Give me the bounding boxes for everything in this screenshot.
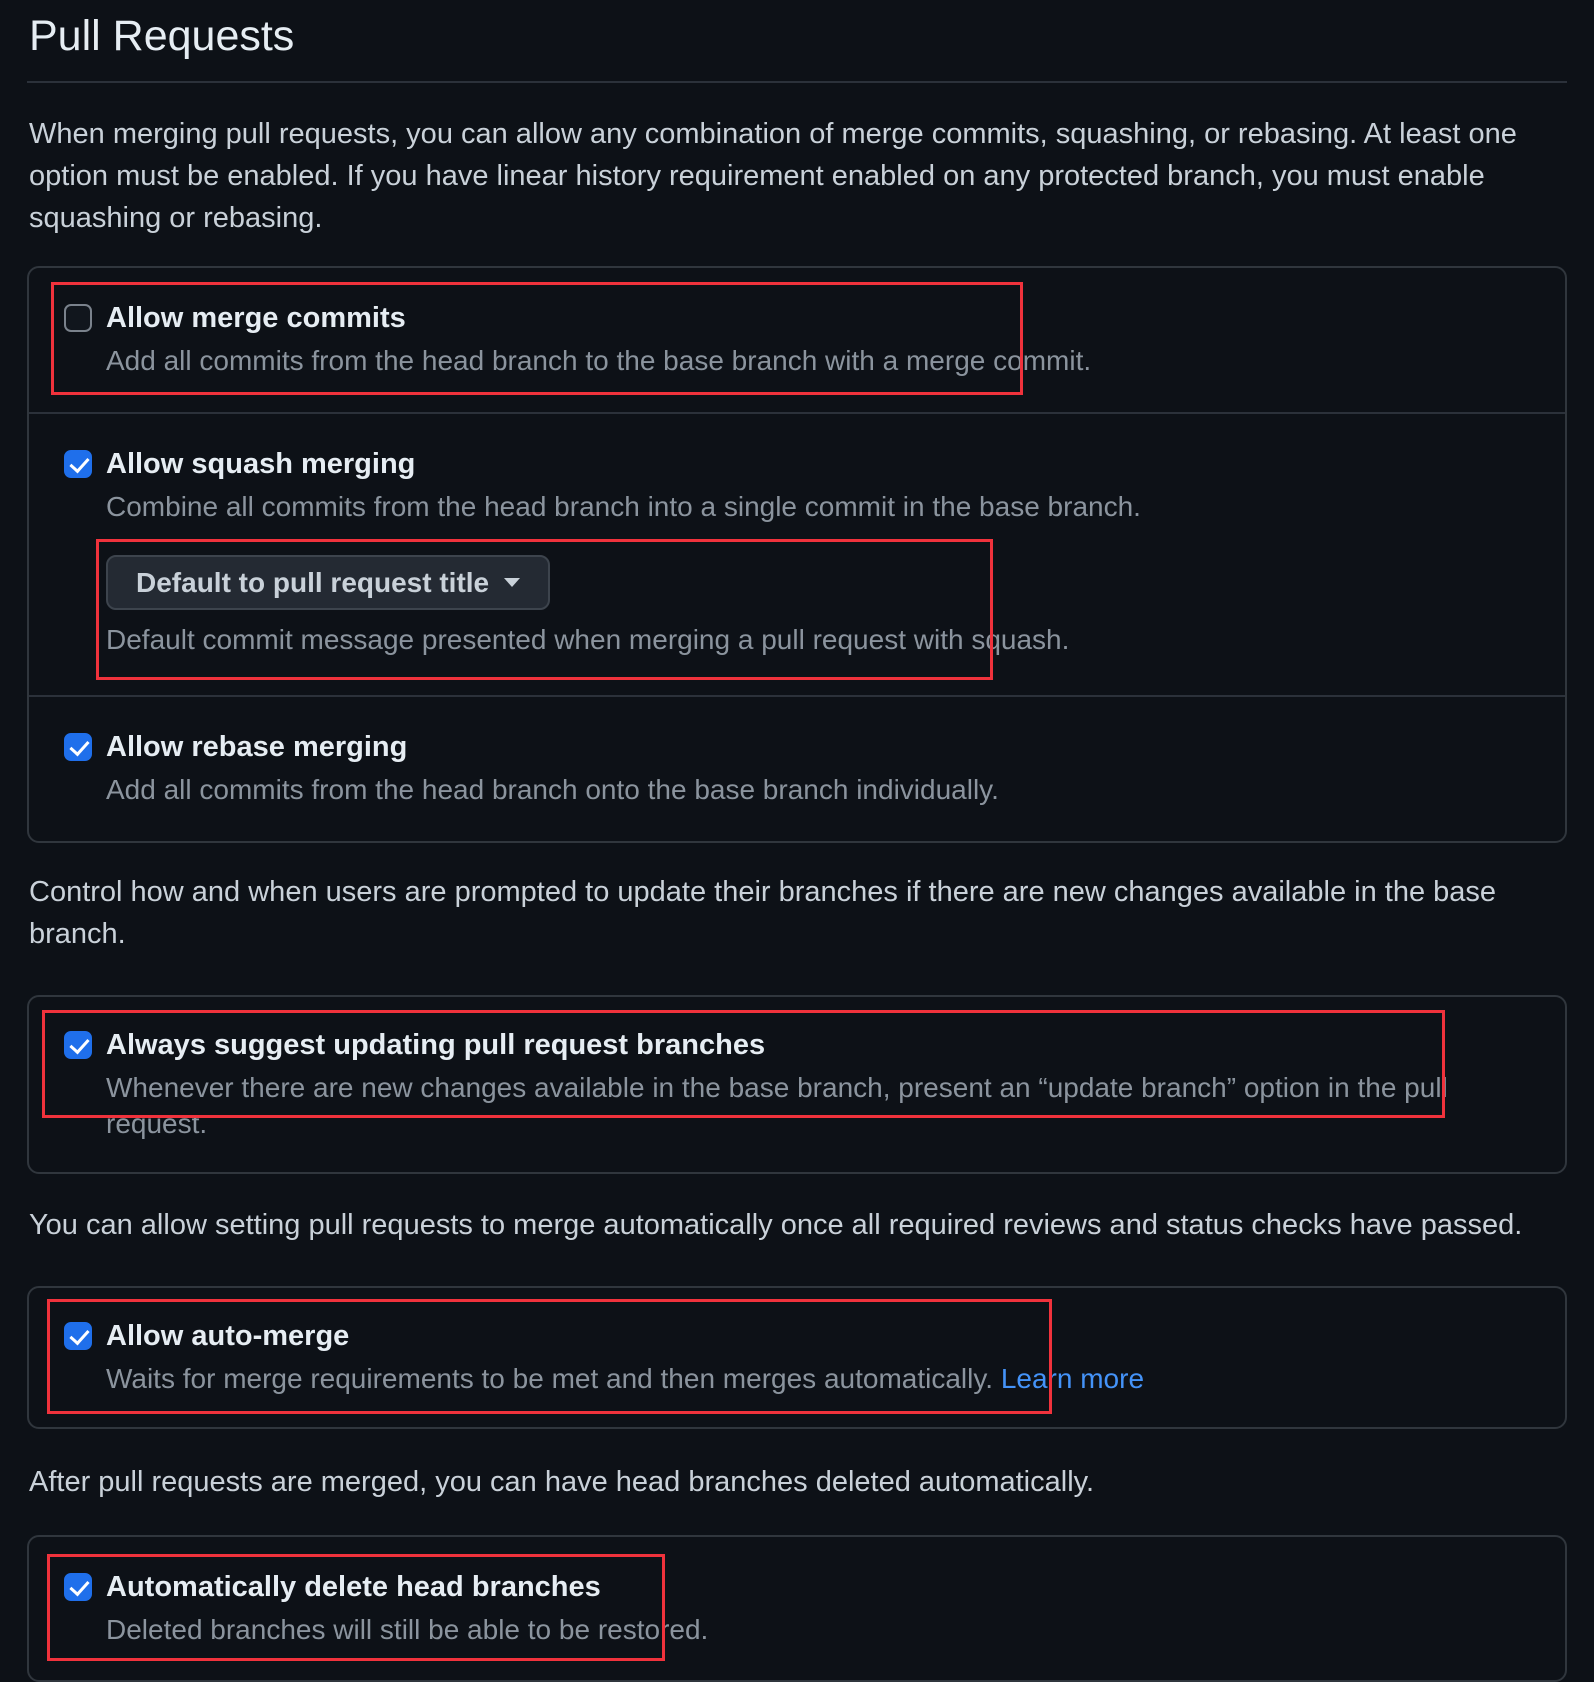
option-allow-squash-merging — [29, 412, 1565, 695]
allow-auto-merge-checkbox[interactable] — [64, 1322, 92, 1350]
update-branch-intro: Control how and when users are prompted to update their branches if there are new changes available in the base branch. — [29, 876, 1497, 950]
default-commit-message-dropdown[interactable] — [106, 555, 550, 610]
auto-merge-group — [27, 1286, 1567, 1429]
merge-options-group — [27, 266, 1567, 843]
allow-rebase-merging-checkbox[interactable] — [64, 733, 92, 761]
learn-more-link[interactable]: Learn more — [1000, 1363, 1145, 1394]
delete-branches-group — [27, 1535, 1567, 1682]
allow-merge-commits-checkbox[interactable] — [64, 304, 92, 332]
option-label: Automatically delete head branches — [106, 1571, 601, 1603]
page-title: Pull Requests — [27, 8, 1567, 83]
auto-delete-branches-checkbox[interactable] — [64, 1573, 92, 1601]
option-description: Add all commits from the head branch to the base branch with a merge commit. — [106, 345, 1092, 376]
option-description — [106, 1361, 1506, 1397]
option-label: Allow merge commits — [106, 302, 406, 334]
option-description: Add all commits from the head branch onto the base branch individually. — [106, 774, 999, 805]
option-label: Always suggest updating pull request branches — [106, 1029, 766, 1061]
option-always-suggest-update — [29, 997, 1565, 1172]
option-label: Allow auto-merge — [106, 1320, 350, 1352]
option-allow-rebase-merging — [29, 695, 1565, 841]
option-auto-delete-branches — [29, 1537, 1565, 1680]
option-description: Deleted branches will still be able to be restored. — [106, 1614, 709, 1645]
auto-merge-description-text: Waits for merge requirements to be met and then merges automatically. — [106, 1363, 994, 1394]
option-label: Allow squash merging — [106, 448, 416, 480]
always-suggest-update-checkbox[interactable] — [64, 1031, 92, 1059]
allow-squash-merging-checkbox[interactable] — [64, 450, 92, 478]
update-branch-group — [27, 995, 1567, 1174]
auto-merge-intro: You can allow setting pull requests to merge automatically once all required reviews and status checks have passed. — [29, 1209, 1523, 1241]
squash-default-message-group — [106, 555, 1069, 658]
dropdown-help-text: Default commit message presented when merging a pull request with squash. — [106, 624, 1070, 655]
option-label: Allow rebase merging — [106, 731, 408, 763]
dropdown-selected-value: Default to pull request title — [136, 566, 490, 598]
delete-branches-intro: After pull requests are merged, you can have head branches deleted automatically. — [29, 1466, 1095, 1498]
chevron-down-icon — [504, 578, 520, 587]
option-allow-auto-merge — [29, 1288, 1565, 1427]
intro-paragraph: When merging pull requests, you can allow any combination of merge commits, squashing, or rebasing. At least one option must be enabled. If you have linear history requirement enabled on any protected branch, you must enable squashing or rebasing. — [29, 118, 1517, 234]
option-allow-merge-commits — [29, 268, 1565, 412]
option-description: Whenever there are new changes available in the base branch, present an “update branch” option in the pull request. — [106, 1072, 1448, 1139]
option-description: Combine all commits from the head branch into a single commit in the base branch. — [106, 491, 1141, 522]
